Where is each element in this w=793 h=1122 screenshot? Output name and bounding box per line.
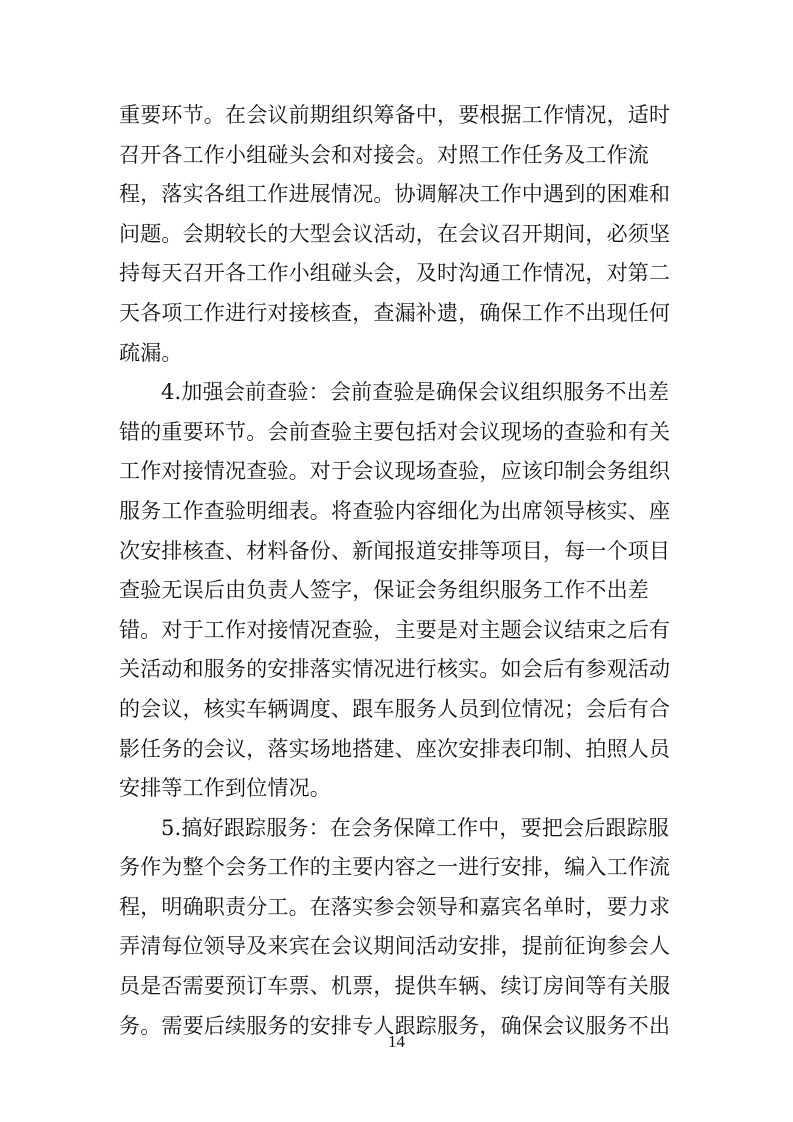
text-line: 查验无误后由负责人签字，保证会务组织服务工作不出差 bbox=[119, 578, 649, 603]
text-line: 员是否需要预订车票、机票，提供车辆、续订房间等有关服 bbox=[119, 974, 671, 999]
text-line: 天各项工作进行对接核查，查漏补遗，确保工作不出现任何 bbox=[119, 300, 671, 325]
text-line: 重要环节。在会议前期组织筹备中，要根据工作情况，适时 bbox=[119, 103, 671, 127]
text-line: 程，落实各组工作进展情况。协调解决工作中遇到的困难和 bbox=[119, 182, 671, 207]
text-line: 服务工作查验明细表。将查验内容细化为出席领导核实、座 bbox=[119, 498, 671, 523]
body-text bbox=[119, 96, 679, 1046]
text-line: 关活动和服务的安排落实情况进行核实。如会后有参观活动 bbox=[119, 657, 671, 682]
text-line: 务作为整个会务工作的主要内容之一进行安排，编入工作流 bbox=[119, 855, 671, 880]
text-line: 疏漏。 bbox=[119, 340, 183, 365]
text-line: 影任务的会议，落实场地搭建、座次安排表印制、拍照人员 bbox=[119, 736, 671, 761]
text-line: 错。对于工作对接情况查验，主要是对主题会议结束之后有 bbox=[119, 617, 671, 642]
text-line: 召开各工作小组碰头会和对接会。对照工作任务及工作流 bbox=[119, 142, 649, 167]
text-line: 务。需要后续服务的安排专人跟踪服务，确保会议服务不出 bbox=[119, 1013, 671, 1038]
text-line: 的会议，核实车辆调度、跟车服务人员到位情况；会后有合 bbox=[119, 696, 671, 721]
text-line: 安排等工作到位情况。 bbox=[119, 776, 331, 801]
paragraph-first-line: 4.加强会前查验：会前查验是确保会议组织服务不出差 bbox=[161, 380, 670, 405]
text-line: 错的重要环节。会前查验主要包括对会议现场的查验和有关 bbox=[119, 419, 671, 444]
text-line: 问题。会期较长的大型会议活动，在会议召开期间，必须坚 bbox=[119, 221, 671, 246]
text-line: 弄清每位领导及来宾在会议期间活动安排，提前征询参会人 bbox=[119, 934, 671, 959]
text-line: 次安排核查、材料备份、新闻报道安排等项目，每一个项目 bbox=[119, 538, 671, 563]
page-number: 14 bbox=[388, 1032, 405, 1051]
text-line: 工作对接情况查验。对于会议现场查验，应该印制会务组织 bbox=[119, 459, 671, 484]
text-line: 程，明确职责分工。在落实参会领导和嘉宾名单时，要力求 bbox=[119, 894, 671, 919]
paragraph-first-line: 5.搞好跟踪服务：在会务保障工作中，要把会后跟踪服 bbox=[161, 815, 670, 840]
text-line: 持每天召开各工作小组碰头会，及时沟通工作情况，对第二 bbox=[119, 261, 671, 286]
